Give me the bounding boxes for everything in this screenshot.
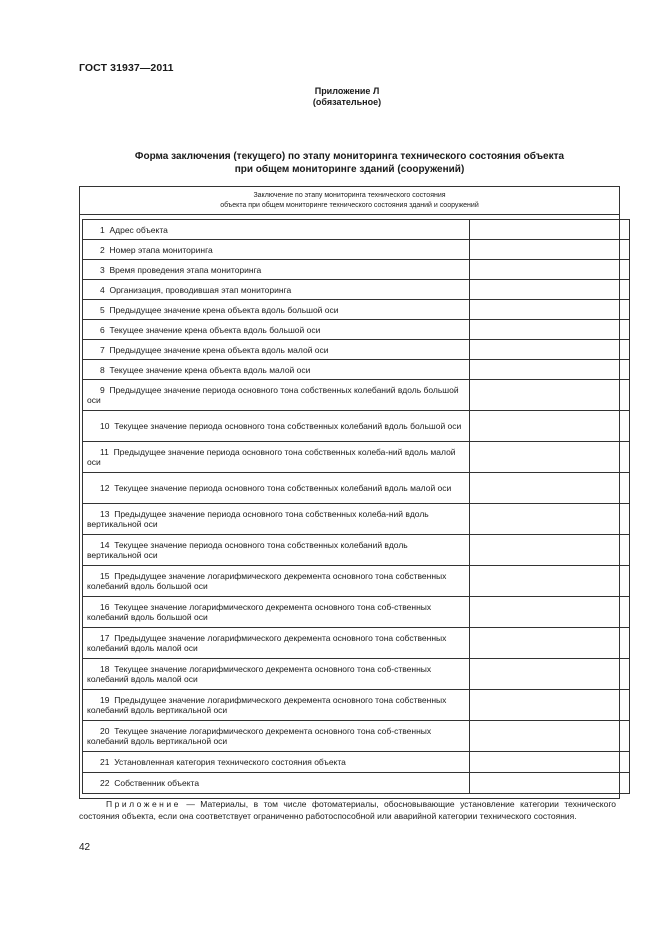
row-number: 17 [100, 633, 110, 643]
appendix-note [79, 798, 616, 822]
row-label-cell [83, 535, 470, 566]
form-fields-table [82, 219, 630, 794]
row-label-cell [83, 411, 470, 442]
row-label-cell [83, 380, 470, 411]
row-number: 8 [100, 364, 105, 375]
table-row [83, 220, 630, 240]
row-text: Текущее значение крена объекта вдоль большой оси [109, 324, 321, 335]
table-row [83, 280, 630, 300]
row-number: 19 [100, 695, 110, 705]
row-value-cell[interactable] [470, 280, 630, 300]
note-text: — Материалы, в том числе фотоматериалы, обосновывающие установление категории технического состояния объекта, если она соответствует ограниченно работоспособной или аварийной категории технического состояния. [79, 799, 616, 821]
standard-designation: ГОСТ 31937—2011 [79, 62, 174, 74]
row-number: 20 [100, 726, 110, 736]
table-row [83, 628, 630, 659]
row-value-cell[interactable] [470, 411, 630, 442]
row-value-cell[interactable] [470, 360, 630, 380]
row-label-cell [83, 220, 470, 240]
row-text: Предыдущее значение периода основного тона собственных колебаний вдоль большой оси [87, 385, 459, 405]
row-label-cell [83, 690, 470, 721]
table-row [83, 380, 630, 411]
row-text: Установленная категория технического состояния объекта [114, 757, 346, 767]
row-text: Предыдущее значение логарифмического декремента основного тона собственных колебаний вдоль вертикальной оси [87, 695, 447, 715]
row-number: 12 [100, 483, 110, 493]
row-text: Организация, проводившая этап мониторинга [109, 284, 292, 295]
row-text: Собственник объекта [114, 778, 200, 788]
row-number: 6 [100, 324, 105, 335]
row-text: Адрес объекта [109, 224, 168, 235]
row-text: Текущее значение периода основного тона собственных колебаний вдоль малой оси [114, 483, 452, 493]
row-number: 18 [100, 664, 110, 674]
row-value-cell[interactable] [470, 659, 630, 690]
row-text: Текущее значение крена объекта вдоль малой оси [109, 364, 311, 375]
row-label-cell [83, 504, 470, 535]
note-label: Приложение [106, 799, 181, 809]
table-row [83, 320, 630, 340]
row-value-cell[interactable] [470, 628, 630, 659]
row-label-cell [83, 597, 470, 628]
row-text: Предыдущее значение крена объекта вдоль большой оси [109, 304, 339, 315]
table-row [83, 300, 630, 320]
table-row [83, 360, 630, 380]
form-title-line-1: Форма заключения (текущего) по этапу мониторинга технического состояния объекта [134, 151, 565, 162]
table-row [83, 535, 630, 566]
row-number: 9 [100, 385, 105, 395]
row-label-cell [83, 442, 470, 473]
row-text: Текущее значение логарифмического декремента основного тона соб-ственных колебаний вдоль большой оси [87, 602, 432, 622]
row-text: Предыдущее значение логарифмического декремента основного тона собственных колебаний вдоль малой оси [87, 633, 447, 653]
appendix-title: Приложение Л [314, 86, 380, 96]
row-text: Текущее значение периода основного тона собственных колебаний вдоль большой оси [114, 421, 462, 431]
appendix-heading [0, 86, 661, 108]
row-value-cell[interactable] [470, 690, 630, 721]
table-row [83, 504, 630, 535]
table-row [83, 411, 630, 442]
row-number: 16 [100, 602, 110, 612]
row-label-cell [83, 320, 470, 340]
table-caption [80, 187, 619, 215]
table-body [80, 215, 619, 798]
table-row [83, 340, 630, 360]
row-number: 10 [100, 421, 110, 431]
row-number: 4 [100, 284, 105, 295]
table-row [83, 260, 630, 280]
page-number: 42 [79, 842, 91, 853]
conclusion-form-table [79, 186, 620, 799]
row-label-cell [83, 360, 470, 380]
row-number: 2 [100, 244, 105, 255]
row-value-cell[interactable] [470, 240, 630, 260]
row-number: 15 [100, 571, 110, 581]
row-value-cell[interactable] [470, 773, 630, 794]
row-number: 13 [100, 509, 110, 519]
row-number: 3 [100, 264, 105, 275]
row-label-cell [83, 260, 470, 280]
row-value-cell[interactable] [470, 340, 630, 360]
table-row [83, 721, 630, 752]
row-value-cell[interactable] [470, 721, 630, 752]
row-label-cell [83, 280, 470, 300]
row-value-cell[interactable] [470, 220, 630, 240]
row-value-cell[interactable] [470, 320, 630, 340]
row-value-cell[interactable] [470, 442, 630, 473]
form-title [79, 150, 620, 176]
row-number: 21 [100, 757, 110, 767]
row-label-cell [83, 752, 470, 773]
table-row [83, 473, 630, 504]
row-value-cell[interactable] [470, 260, 630, 280]
row-value-cell[interactable] [470, 473, 630, 504]
table-row [83, 566, 630, 597]
appendix-status: (обязательное) [312, 97, 382, 107]
row-number: 22 [100, 778, 110, 788]
row-label-cell [83, 659, 470, 690]
table-row [83, 659, 630, 690]
table-row [83, 597, 630, 628]
table-row [83, 690, 630, 721]
table-row [83, 752, 630, 773]
row-value-cell[interactable] [470, 535, 630, 566]
form-title-line-2: при общем мониторинге зданий (сооружений) [234, 164, 465, 175]
row-text: Текущее значение периода основного тона собственных колебаний вдоль вертикальной оси [87, 540, 408, 560]
row-text: Номер этапа мониторинга [109, 244, 213, 255]
row-text: Предыдущее значение периода основного тона собственных колеба-ний вдоль вертикальной оси [87, 509, 429, 529]
row-text: Время проведения этапа мониторинга [109, 264, 262, 275]
table-row [83, 773, 630, 794]
row-value-cell[interactable] [470, 566, 630, 597]
row-label-cell [83, 300, 470, 320]
row-number: 5 [100, 304, 105, 315]
row-text: Предыдущее значение периода основного тона собственных колеба-ний вдоль малой оси [87, 447, 456, 467]
table-caption-line-1: Заключение по этапу мониторинга технического состояния [253, 192, 446, 199]
table-row [83, 442, 630, 473]
row-value-cell[interactable] [470, 752, 630, 773]
table-row [83, 240, 630, 260]
row-label-cell [83, 340, 470, 360]
row-label-cell [83, 566, 470, 597]
row-text: Текущее значение логарифмического декремента основного тона соб-ственных колебаний вдоль вертикальной оси [87, 726, 432, 746]
row-number: 7 [100, 344, 105, 355]
row-label-cell [83, 473, 470, 504]
row-label-cell [83, 773, 470, 794]
table-caption-line-2: объекта при общем мониторинге технического состояния зданий и сооружений [220, 202, 479, 209]
row-value-cell[interactable] [470, 380, 630, 411]
row-text: Текущее значение логарифмического декремента основного тона соб-ственных колебаний вдоль малой оси [87, 664, 432, 684]
row-text: Предыдущее значение крена объекта вдоль малой оси [109, 344, 329, 355]
row-label-cell [83, 628, 470, 659]
row-label-cell [83, 721, 470, 752]
row-value-cell[interactable] [470, 504, 630, 535]
row-value-cell[interactable] [470, 300, 630, 320]
row-number: 14 [100, 540, 110, 550]
row-number: 1 [100, 224, 105, 235]
row-text: Предыдущее значение логарифмического декремента основного тона собственных колебаний вдоль большой оси [87, 571, 447, 591]
row-label-cell [83, 240, 470, 260]
row-value-cell[interactable] [470, 597, 630, 628]
row-number: 11 [100, 447, 109, 457]
